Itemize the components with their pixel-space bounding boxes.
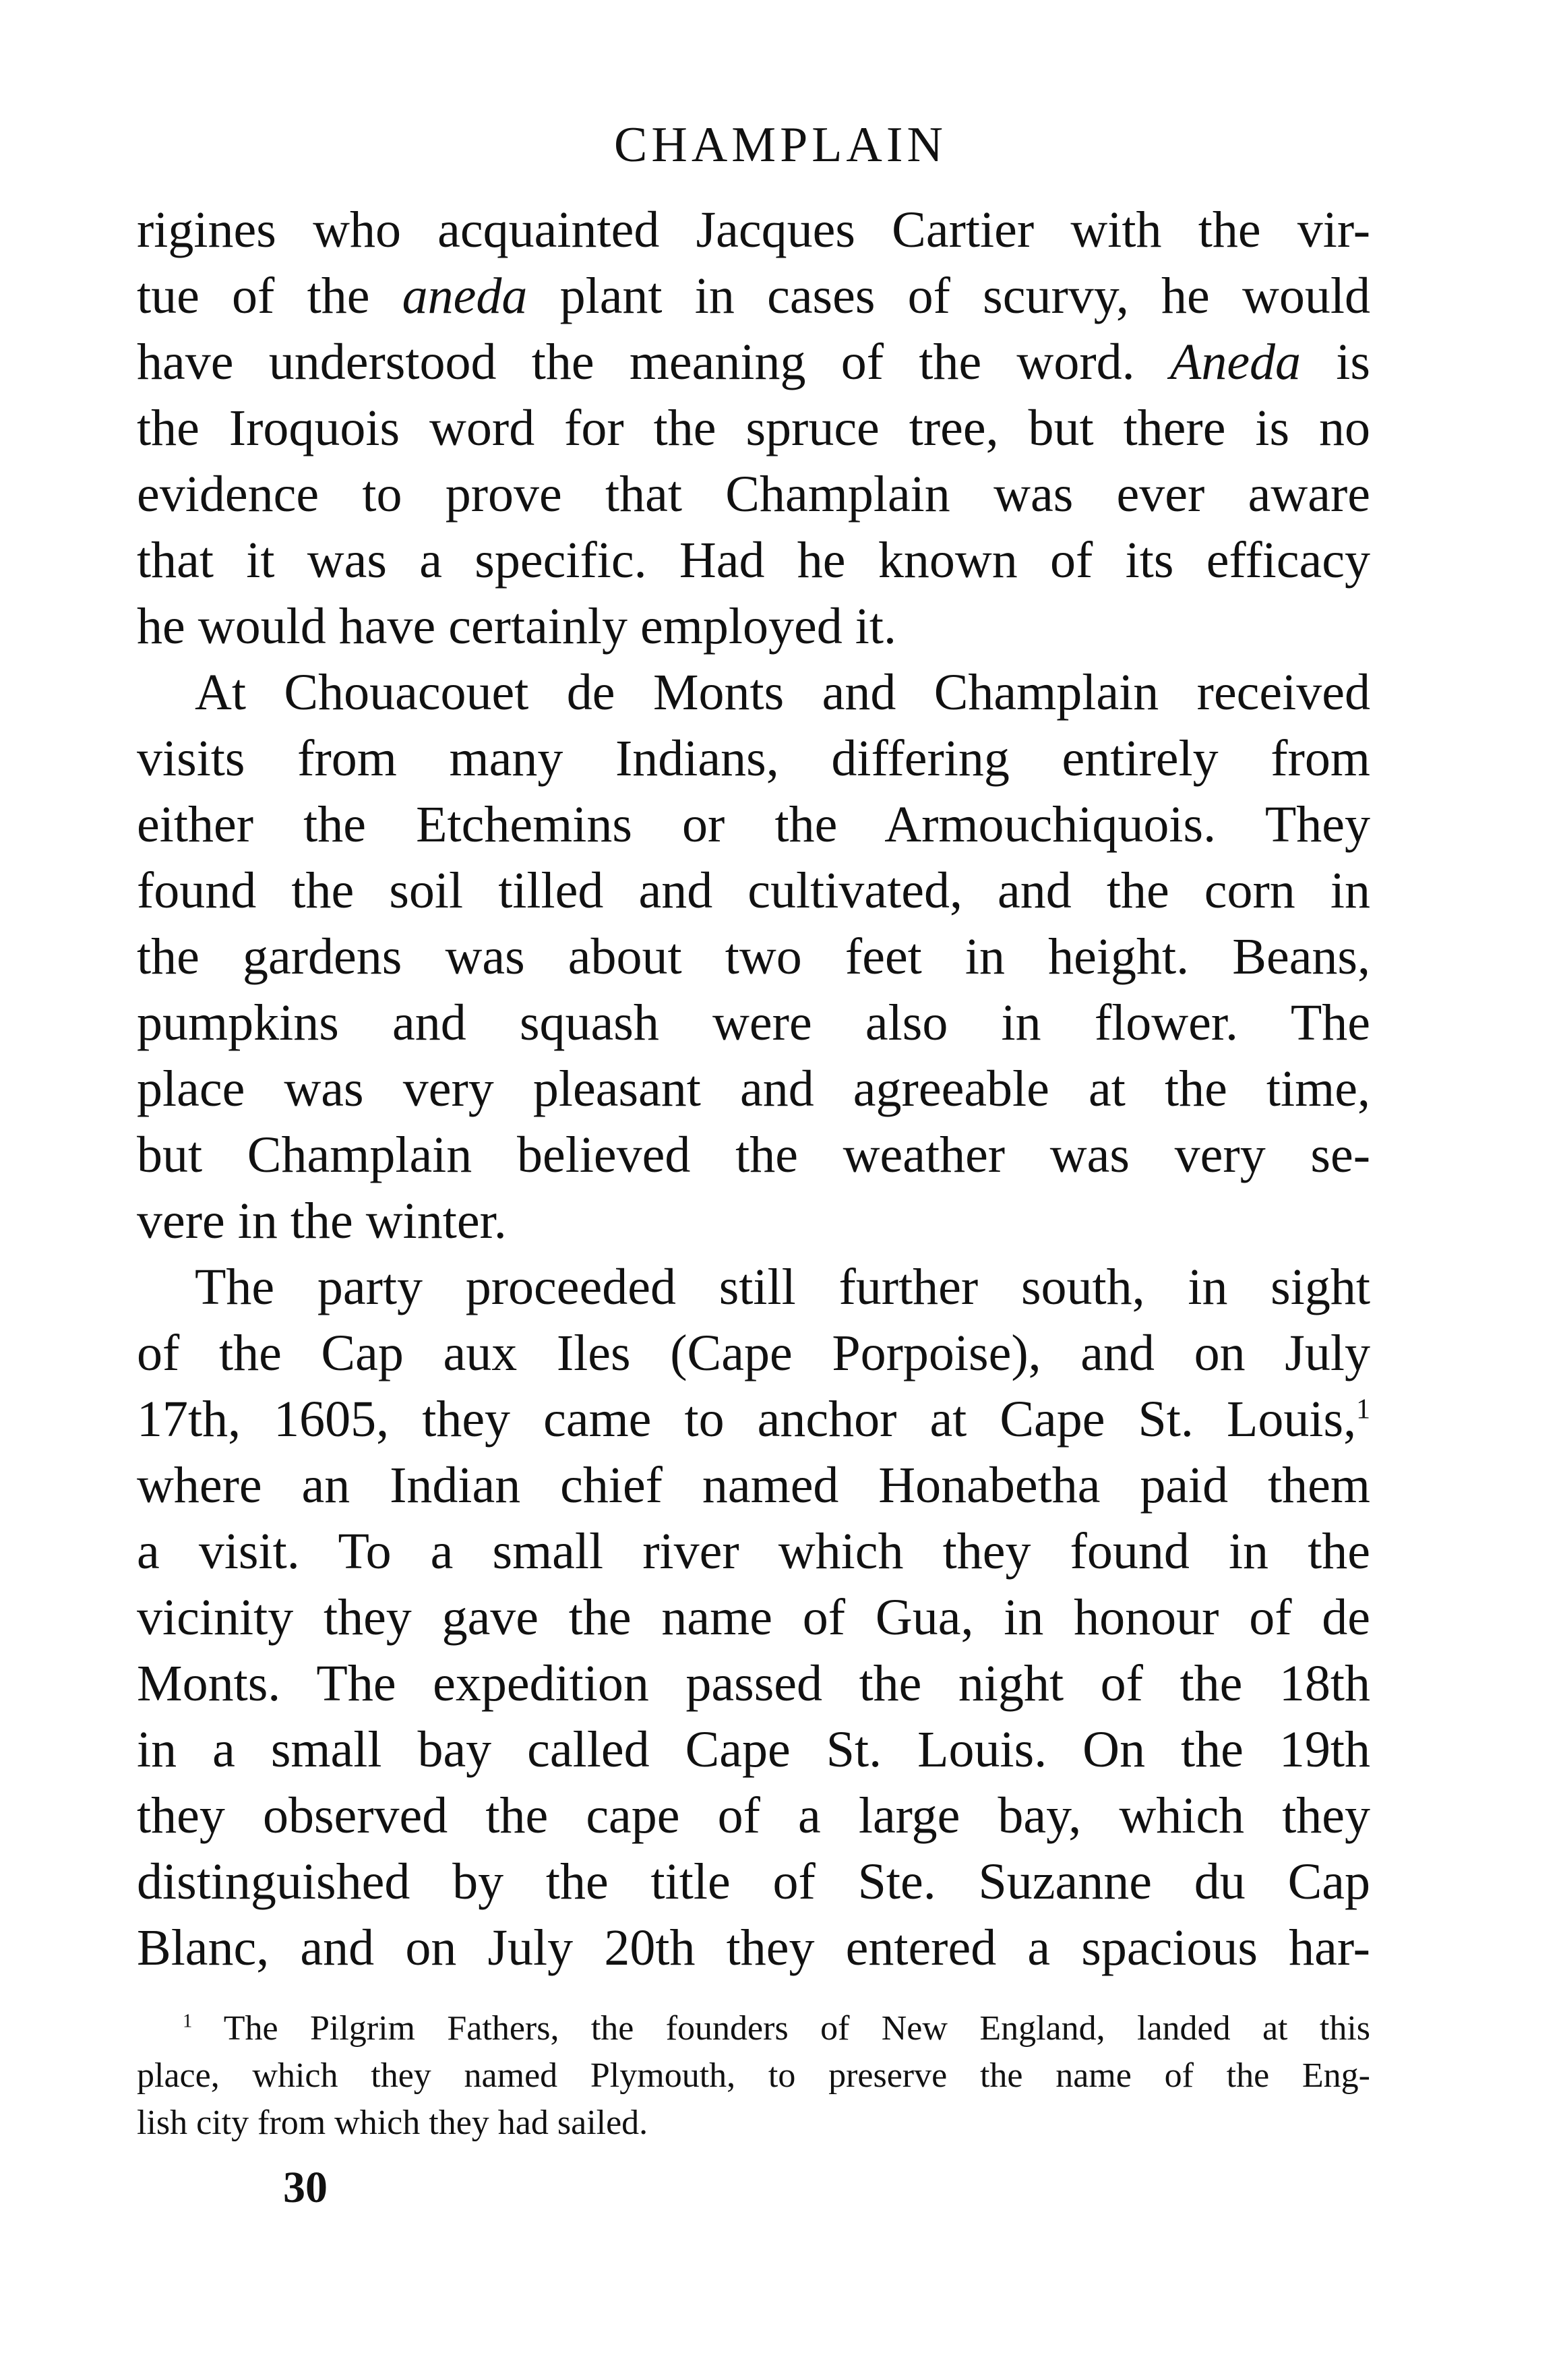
footnote-reference: 1 [1356, 1394, 1370, 1425]
text-line: The party proceeded still further south, in sight [195, 1259, 1370, 1315]
text-line: he would have certainly employed it. [137, 598, 896, 655]
text-line [137, 329, 1370, 395]
text-line: At Chouacouet de Monts and Champlain received [195, 664, 1370, 721]
text-line: vicinity they gave the name of Gua, in honour of de [137, 1589, 1370, 1646]
footnote-line: lish city from which they had sailed. [137, 2104, 648, 2142]
text-line: either the Etchemins or the Armouchiquois. They [137, 796, 1370, 853]
text-line: vere in the winter. [137, 1193, 507, 1249]
footnote [137, 2005, 1370, 2147]
text-line: visits from many Indians, differing entirely from [137, 730, 1370, 787]
text-line: a visit. To a small river which they found in the [137, 1523, 1370, 1580]
text-line: of the Cap aux Iles (Cape Porpoise), and on July [137, 1325, 1370, 1381]
text-line: distinguished by the title of Ste. Suzanne du Cap [137, 1853, 1370, 1910]
text-line: they observed the cape of a large bay, which they [137, 1787, 1370, 1844]
text-line: that it was a specific. Had he known of its efficacy [137, 532, 1370, 589]
text-line: the gardens was about two feet in height. Beans, [137, 928, 1370, 985]
text-line: in a small bay called Cape St. Louis. On the 19th [137, 1721, 1370, 1778]
italic-term: Aneda [1169, 334, 1302, 390]
text-line: found the soil tilled and cultivated, and the corn in [137, 862, 1370, 919]
text-line: Monts. The expedition passed the night of the 18th [137, 1655, 1370, 1712]
footnote-line: place, which they named Plymouth, to preserve the name of the Eng- [137, 2056, 1370, 2095]
italic-term: aneda [402, 268, 528, 324]
text-line: evidence to prove that Champlain was ever aware [137, 466, 1370, 523]
text-line: but Champlain believed the weather was very se- [137, 1127, 1370, 1183]
text-fragment: have understood the meaning of the word. Aneda is [137, 334, 1370, 390]
running-head: CHAMPLAIN [614, 117, 947, 173]
text-line [137, 263, 1370, 329]
text-line: where an Indian chief named Honabetha paid them [137, 1457, 1370, 1514]
text-line: Blanc, and on July 20th they entered a spacious har- [137, 1920, 1370, 1976]
text-line: 17th, 1605, they came to anchor at Cape St. Louis,$^1$ [137, 1391, 1370, 1448]
text-fragment: tue of the aneda plant in cases of scurvy, he would [137, 268, 1370, 324]
page-number: 30 [283, 2163, 328, 2212]
text-line: pumpkins and squash were also in flower. The [137, 994, 1370, 1051]
text-line: the Iroquois word for the spruce tree, but there is no [137, 400, 1370, 456]
body-text [137, 197, 1370, 1981]
text-line: place was very pleasant and agreeable at the time, [137, 1061, 1370, 1117]
text-line: rigines who acquainted Jacques Cartier with the vir- [137, 202, 1370, 258]
footnote-marker: 1 [183, 2011, 193, 2032]
footnote-line: $^1$ The Pilgrim Fathers, the founders of New England, landed at this [183, 2009, 1371, 2048]
